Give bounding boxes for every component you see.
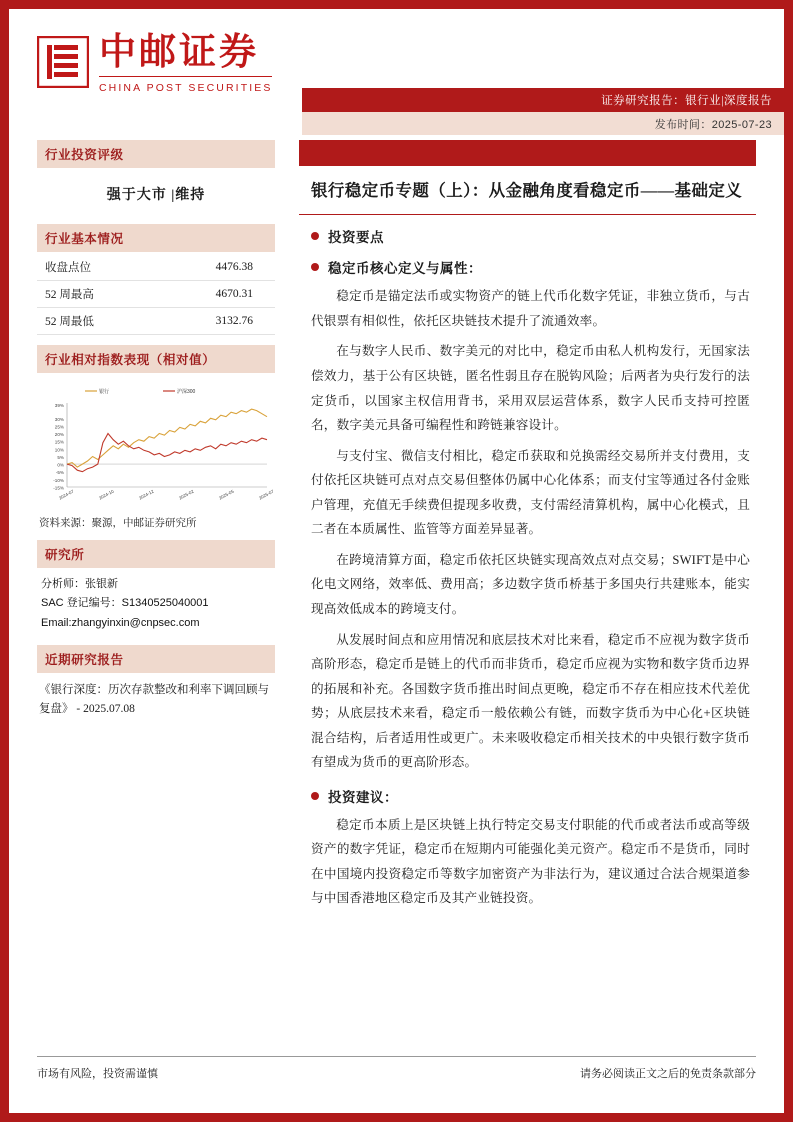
brand-name-en: CHINA POST SECURITIES [99,81,273,94]
industry-basics-table [37,254,275,335]
section-heading [299,226,756,246]
svg-text:2025-07: 2025-07 [258,488,275,501]
page-canvas [9,9,784,1113]
svg-text:2024-10: 2024-10 [98,488,115,501]
report-body [299,226,756,911]
footer-risk-note: 市场有风险，投资需谨慎 [37,1068,158,1080]
relative-performance-chart [37,381,275,509]
body-paragraph: 与支付宝、微信支付相比，稳定币获取和兑换需经交易所并支付费用，支付依托区块链可点对点交易但整体仍属中心化体系；而支付宝等通过各付金账户管理，充值无手续费但提现多收费，支付需经清算机构，属中心化模式，且二者在本质属性、监管等方面差异显著。 [311,448,750,537]
svg-text:-15%: -15% [53,485,64,491]
svg-text:2024-12: 2024-12 [138,488,155,501]
china-post-logo-icon [37,36,89,88]
chart-source-note: 资料来源：聚源，中邮证券研究所 [39,518,197,529]
title-divider [299,214,756,215]
body-paragraph: 在与数字人民币、数字美元的对比中，稳定币由私人机构发行，无国家法偿效力，基于公有区块链，匿名性弱且存在脱钩风险；后两者为央行发行的法定货币，以国家主权信用背书，采用双层运营体系，数字人民币支持可控匿名，数字美元具备可编程性和跨链兼容设计。 [311,344,750,433]
svg-text:2024-07: 2024-07 [58,488,75,501]
publish-date-banner: 发布时间：2025-07-23 [302,112,784,135]
svg-text:0%: 0% [57,462,64,468]
document-header [9,9,784,131]
table-row [37,308,275,335]
svg-text:20%: 20% [54,432,64,438]
table-row [37,254,275,281]
section-heading-label: 稳定币核心定义与属性： [328,261,482,277]
basics-value: 3132.76 [152,308,275,335]
body-paragraph: 在跨境清算方面，稳定币依托区块链实现高效点对点交易；SWIFT是中心化电文网络，效率低、费用高；多边数字货币桥基于多国央行共建账本，能实现高效低成本的跨境支付。 [311,552,750,616]
brand-name-cn: 中邮证券 [99,32,259,73]
report-type-banner: 证券研究报告：银行业|深度报告 [302,88,784,112]
section-heading [299,786,756,806]
footer-divider [37,1056,756,1057]
analyst-sac-number: SAC 登记编号：S1340525040001 [41,597,209,610]
section-title-rating: 行业投资评级 [37,140,275,168]
svg-text:15%: 15% [54,439,64,445]
bullet-dot-icon [311,232,319,240]
svg-text:5%: 5% [57,454,64,460]
basics-label: 收盘点位 [37,254,152,281]
basics-value: 4670.31 [152,281,275,308]
section-heading-label: 投资建议： [328,789,398,805]
section-title-recent-reports: 近期研究报告 [37,645,275,673]
page-footer [37,1065,756,1081]
section-title-chart: 行业相对指数表现（相对值） [37,345,275,373]
svg-text:10%: 10% [54,447,64,453]
section-title-basics: 行业基本情况 [37,224,275,252]
page-title: 银行稳定币专题（上）：从金融角度看稳定币——基础定义 [311,181,743,200]
analyst-name: 分析师：张银新 [41,578,118,590]
section-title-research: 研究所 [37,540,275,568]
bullet-dot-icon [311,263,319,271]
table-row [37,281,275,308]
svg-text:30%: 30% [54,416,64,422]
investment-rating-value: 强于大市 |维持 [106,188,206,203]
svg-text:2025-05: 2025-05 [218,488,235,501]
recent-report-item[interactable]: 《银行深度：历次存款整改和利率下调回顾与复盘》 - 2025.07.08 [39,683,269,716]
svg-text:沪深300: 沪深300 [177,389,196,395]
svg-text:银行: 银行 [99,389,110,395]
brand-logo [37,31,272,94]
svg-text:25%: 25% [54,424,64,430]
svg-text:-5%: -5% [55,470,64,476]
analyst-email[interactable]: Email:zhangyinxin@cnpsec.com [41,616,200,629]
footer-disclaimer-note: 请务必阅读正文之后的免责条款部分 [580,1068,756,1080]
sidebar [37,140,275,720]
svg-text:39%: 39% [54,403,64,409]
basics-label: 52 周最低 [37,308,152,335]
svg-text:-10%: -10% [53,477,64,483]
title-accent-bar [299,140,756,166]
body-paragraph: 从发展时间点和应用情况和底层技术对比来看，稳定币不应视为数字货币高阶形态，稳定币是链上的代币而非货币，稳定币应视为实物和数字货币边界的拓展和补充。各国数字货币推出时间点更晚，稳定币不存在相应技术代差优势；从底层技术来看，稳定币一般依赖公有链，而数字货币为中心化+区块链混合结构，后者适用性或更广。未来吸收稳定币相关技术的中央银行数字货币有望成为货币的更高阶形态。 [311,632,750,770]
body-paragraph: 稳定币本质上是区块链上执行特定交易支付职能的代币或者法币或高等级资产的数字凭证，稳定币在短期内可能强化美元资产。稳定币不是货币，同时在中国境内投资稳定币等数字加密资产为非法行为，建议通过合法合规渠道参与中国香港地区稳定币及其产业链投资。 [311,817,750,906]
section-heading-label: 投资要点 [328,230,384,246]
section-heading [299,257,756,277]
bullet-dot-icon [311,792,319,800]
basics-label: 52 周最高 [37,281,152,308]
body-paragraph: 稳定币是锚定法币或实物资产的链上代币化数字凭证，非独立货币，与古代银票有相似性，依托区块链技术提升了流通效率。 [311,289,750,328]
main-content [299,140,756,917]
analyst-info [37,568,275,635]
basics-value: 4476.38 [152,254,275,281]
svg-text:2025-02: 2025-02 [178,488,195,501]
